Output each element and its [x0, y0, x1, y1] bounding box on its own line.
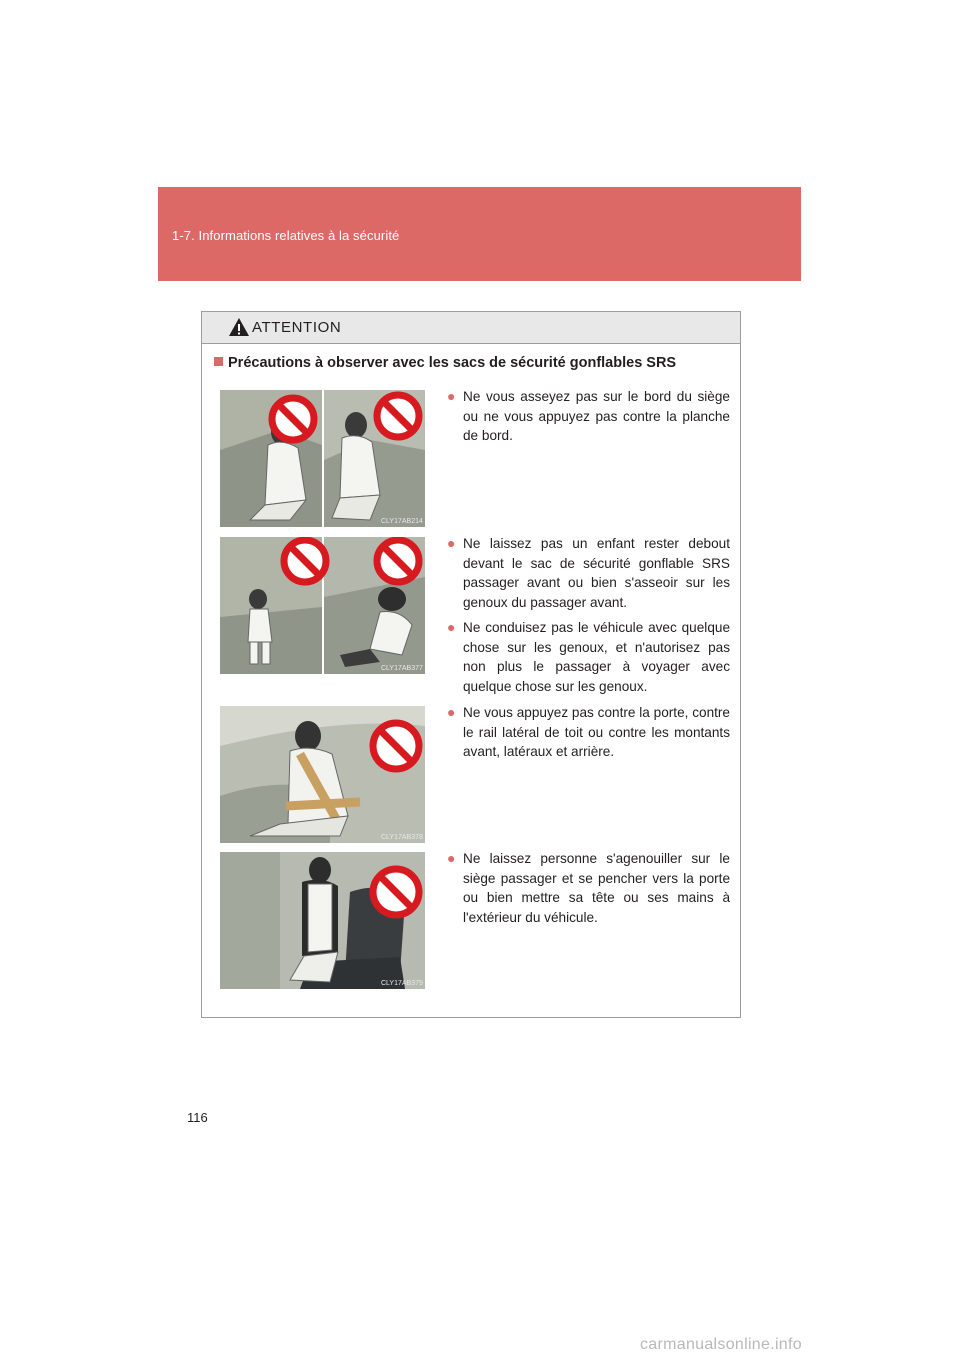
warning-header	[202, 312, 740, 344]
bullet-item	[447, 618, 730, 696]
bullet-text: Ne conduisez pas le véhicule avec quelque chose sur les genoux, et n'autorisez pas non plus le passager à voyager avec quelque chose sur les genoux.	[463, 620, 730, 694]
watermark[interactable]: carmanualsonline.info	[640, 1336, 802, 1353]
bullet-dot-icon: ●	[447, 850, 456, 866]
illustration-code: CLY17AB378	[381, 834, 423, 841]
precaution-heading	[214, 355, 676, 371]
bullet-text: Ne vous appuyez pas contre la porte, contre le rail latéral de toit ou contre les montants avant, latéraux et arrière.	[463, 705, 730, 760]
illustration-leaning-door	[220, 706, 425, 843]
bullet-item	[447, 534, 730, 612]
bullet-dot-icon: ●	[447, 619, 456, 635]
illustration-code: CLY17AB379	[381, 980, 423, 987]
bullet-dot-icon: ●	[447, 388, 456, 404]
square-bullet-icon	[214, 357, 223, 366]
illustration-child-front	[220, 537, 425, 674]
bullet-dot-icon: ●	[447, 704, 456, 720]
bullet-text: Ne vous asseyez pas sur le bord du siège ou ne vous appuyez pas contre la planche de bord.	[463, 389, 730, 444]
page-number: 116	[187, 1110, 208, 1125]
bullet-item	[447, 703, 730, 762]
bullet-item	[447, 387, 730, 446]
bullet-item	[447, 849, 730, 927]
illustration-code: CLY17AB377	[381, 665, 423, 672]
bullet-text: Ne laissez personne s'agenouiller sur le siège passager et se pencher vers la porte ou bien mettre sa tête ou ses mains à l'extérieur du véhicule.	[463, 851, 730, 925]
warning-triangle-icon	[228, 317, 250, 337]
warning-label: ATTENTION	[252, 319, 342, 336]
illustration-code: CLY17AB214	[381, 518, 423, 525]
section-title: 1-7. Informations relatives à la sécurité	[172, 228, 400, 243]
bullet-dot-icon: ●	[447, 535, 456, 551]
precaution-heading-text: Précautions à observer avec les sacs de sécurité gonflables SRS	[228, 355, 677, 371]
illustration-sitting-edge	[220, 390, 425, 527]
bullet-text: Ne laissez pas un enfant rester debout devant le sac de sécurité gonflable SRS passager avant ou bien s'asseoir sur les genoux du passager avant.	[463, 536, 730, 610]
illustration-kneeling-seat	[220, 852, 425, 989]
